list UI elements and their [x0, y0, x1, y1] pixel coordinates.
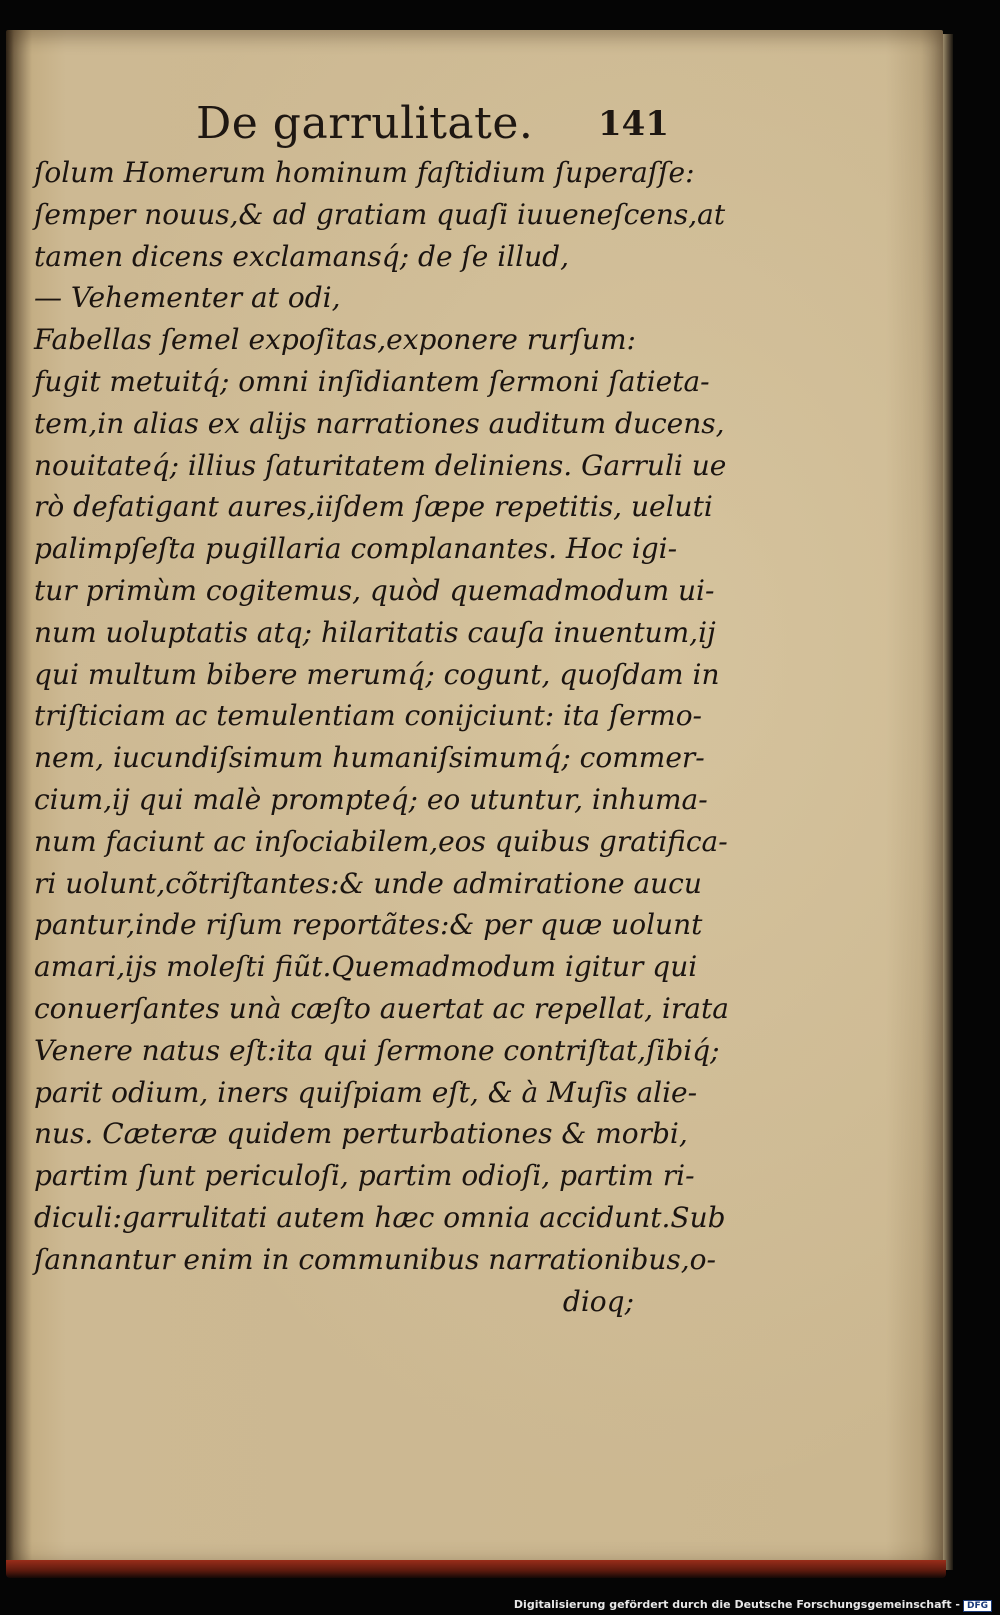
page-fore-edge — [943, 34, 953, 1570]
text-line: ſannantur enim in communibus narrationibus,o- — [34, 1242, 716, 1276]
text-line: partim ſunt periculoſi, partim odioſi, partim ri- — [34, 1159, 695, 1193]
text-line: tem,in alias ex alijs narrationes auditum ducens, — [34, 406, 725, 440]
text-line: parit odium, iners quiſpiam eſt, & à Muſis alie- — [34, 1075, 698, 1109]
text-line: nem, iucundiſsimum humaniſsimumq́; commer- — [34, 741, 705, 775]
text-line: ri uolunt,cõtriſtantes:& unde admiratione aucu — [34, 866, 702, 900]
folio-number: 141 — [598, 104, 669, 144]
page-bottom-edge — [6, 1560, 946, 1578]
text-line: conuerſantes unà cæſto auertat ac repellat, irata — [34, 991, 729, 1025]
digitization-credit — [514, 1598, 992, 1612]
text-line: ſemper nouus,& ad gratiam quaſi iuueneſcens,at — [34, 197, 726, 231]
running-head: De garrulitate. — [196, 98, 534, 149]
text-line: fugit metuitq́; omni inſidiantem ſermoni ſatieta- — [34, 364, 710, 398]
text-line: — Vehementer at odi, — [34, 281, 341, 315]
text-line: ſolum Homerum hominum faſtidium ſuperaſſe: — [34, 156, 695, 189]
text-line: triſticiam ac temulentiam conijciunt: ita ſermo- — [34, 699, 703, 733]
text-line: tamen dicens exclamansq́; de ſe illud, — [34, 239, 569, 273]
text-line: Venere natus eſt:ita qui ſermone contriſtat,ſibiq́; — [34, 1033, 720, 1067]
text-line: rò defatigant aures,iiſdem ſæpe repetitis, ueluti — [34, 490, 713, 524]
text-line: cium,ij qui malè prompteq́; eo utuntur, inhuma- — [34, 782, 708, 816]
text-line: num uoluptatis atq; hilaritatis cauſa inuentum,ij — [34, 615, 716, 649]
text-line: tur primùm cogitemus, quòd quemadmodum ui- — [34, 573, 715, 607]
text-block — [34, 152, 729, 1322]
text-line: diculi:garrulitati autem hæc omnia accidunt.Sub — [34, 1200, 726, 1234]
credit-text: Digitalisierung gefördert durch die Deutsche Forschungsgemeinschaft - — [513, 1598, 960, 1611]
text-line: amari,ijs moleſti fiũt.Quemadmodum igitur qui — [34, 950, 698, 984]
text-line: nouitateq́; illius ſaturitatem deliniens. Garruli ue — [34, 448, 727, 482]
text-line: nus. Cæteræ quidem perturbationes & morbi, — [34, 1117, 688, 1151]
dfg-logo: DFG — [963, 1600, 992, 1612]
text-line: Fabellas ſemel expoſitas,exponere rurſum: — [34, 323, 636, 357]
text-line: num faciunt ac inſociabilem,eos quibus gratifica- — [34, 824, 728, 858]
catchword: dioq; — [562, 1284, 634, 1318]
text-line: qui multum bibere merumq́; cogunt, quoſdam in — [34, 657, 720, 691]
text-line: palimpſeſta pugillaria complanantes. Hoc igi- — [34, 532, 678, 566]
text-line: pantur,inde riſum reportãtes:& per quæ uolunt — [34, 908, 703, 942]
